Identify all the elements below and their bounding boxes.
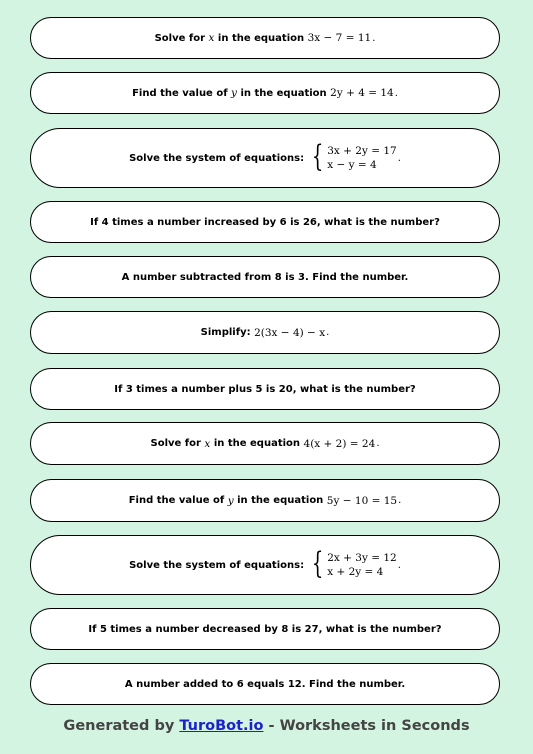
problem-9-mid: in the equation	[237, 495, 324, 506]
problem-9-prefix: Find the value of	[128, 495, 225, 506]
problem-card-8	[30, 422, 500, 465]
problem-8-end: .	[376, 438, 380, 449]
problem-card-7	[30, 368, 500, 410]
problem-3-end: .	[397, 152, 401, 164]
problem-7-text: If 3 times a number plus 5 is 20, what is the number?	[114, 383, 416, 395]
turobot-link[interactable]: TuroBot.io	[179, 718, 264, 734]
problem-6-end: .	[326, 327, 330, 338]
problem-10-equation-2: x + 2y = 4	[327, 566, 384, 578]
problem-card-5	[30, 256, 500, 298]
problem-3-equation-1: 3x + 2y = 17	[327, 145, 397, 157]
problem-card-2	[30, 72, 500, 114]
problem-5-text: A number subtracted from 8 is 3. Find the number.	[121, 271, 409, 283]
problem-9-equation: 5y − 10 = 15	[326, 494, 398, 507]
problem-card-10	[30, 535, 500, 595]
problem-10-end: .	[397, 559, 401, 571]
problem-card-6	[30, 311, 500, 354]
problem-2-prefix: Find the value of	[132, 87, 228, 99]
problem-9-variable: y	[227, 494, 234, 507]
problem-6-prefix: Simplify:	[200, 327, 251, 338]
problem-10-equation-1: 2x + 3y = 12	[327, 552, 397, 564]
problem-1-variable: x	[208, 32, 215, 44]
problem-card-12	[30, 663, 500, 705]
problem-4-text: If 4 times a number increased by 6 is 26, what is the number?	[90, 216, 440, 228]
problem-2-variable: y	[231, 87, 237, 99]
problem-8-variable: x	[204, 437, 211, 450]
brace-icon: {	[311, 545, 324, 581]
problem-3-equation-2: x − y = 4	[327, 159, 377, 171]
footer-prefix: Generated by	[63, 718, 175, 734]
footer	[0, 718, 533, 734]
problem-10-label: Solve the system of equations:	[129, 559, 305, 571]
problem-2-mid: in the equation	[240, 87, 327, 99]
problem-10-system	[308, 545, 397, 581]
problem-1-equation: 3x − 7 = 11	[307, 32, 372, 44]
problem-1-prefix: Solve for	[154, 32, 206, 44]
problem-6-expression: 2(3x − 4) − x	[254, 326, 326, 339]
brace-icon: {	[311, 138, 324, 174]
problem-3-label: Solve the system of equations:	[129, 152, 305, 164]
problem-card-9	[30, 479, 500, 522]
problem-2-end: .	[394, 87, 398, 99]
problem-12-text: A number added to 6 equals 12. Find the number.	[124, 678, 406, 690]
problem-8-mid: in the equation	[213, 438, 301, 449]
problem-2-equation: 2y + 4 = 14	[330, 87, 394, 99]
problem-1-mid: in the equation	[217, 32, 305, 44]
problem-card-4	[30, 201, 500, 243]
problem-8-prefix: Solve for	[150, 438, 201, 449]
problem-9-end: .	[398, 495, 402, 506]
problem-11-text: If 5 times a number decreased by 8 is 27, what is the number?	[88, 623, 442, 635]
problem-card-1	[30, 17, 500, 59]
problem-3-system	[308, 138, 397, 174]
footer-suffix: - Worksheets in Seconds	[268, 718, 470, 734]
problem-1-end: .	[372, 32, 376, 44]
problem-card-3	[30, 128, 500, 188]
problem-8-equation: 4(x + 2) = 24	[303, 437, 376, 450]
problem-card-11	[30, 608, 500, 650]
